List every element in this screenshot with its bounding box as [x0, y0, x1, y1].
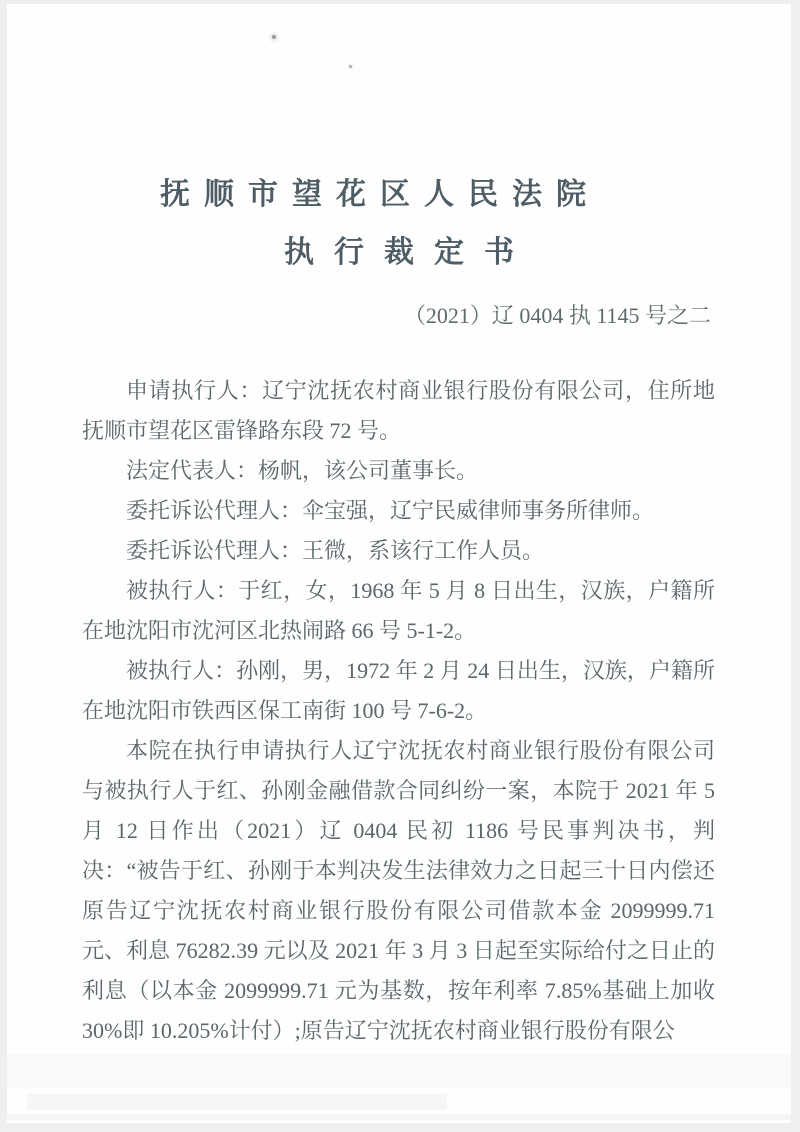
document-body — [7, 371, 791, 1051]
paragraph-attorney-2: 委托诉讼代理人：王微，系该行工作人员。 — [126, 538, 545, 563]
document-title: 执行裁定书 — [284, 236, 534, 269]
case-number: （2021）辽 0404 执 1145 号之二 — [403, 303, 711, 328]
paragraph-respondent-1: 被执行人：于红，女，1968 年 5 月 8 日出生，汉族，户籍所在地沈阳市沈河区北热闹路 66 号 5-1-2。 — [82, 578, 715, 643]
paragraph-case-background: 本院在执行申请执行人辽宁沈抚农村商业银行股份有限公司与被执行人于红、孙刚金融借款合同纠纷一案，本院于 2021 年 5 月 12 日作出（2021）辽 0404 民初 1186 号民事判决书，判决：“被告于红、孙刚于本判决发生法律效力之日起三十日内偿还原告辽宁沈抚农村商业银行股份有限公司借款本金 2099999.71 元、利息 76282.39 元以及 2021 年 3 月 3 日起至实际给付之日止的利息（以本金 2099999.71 元为基数，按年利率 7.85%基础上加收 30%即 10.205%计付）;原告辽宁沈抚农村商业银行股份有限公 — [82, 738, 715, 1043]
scan-smudge — [7, 1114, 791, 1120]
paragraph-legal-rep: 法定代表人：杨帆，该公司董事长。 — [126, 458, 479, 483]
scan-smudge — [27, 1094, 447, 1110]
scan-speck-icon — [349, 65, 352, 68]
court-name-heading: 抚顺市望花区人民法院 — [160, 178, 600, 211]
scan-speck-icon — [272, 35, 276, 39]
paragraph-applicant: 申请执行人：辽宁沈抚农村商业银行股份有限公司，住所地抚顺市望花区雷锋路东段 72 号。 — [82, 378, 715, 443]
scan-smudge — [7, 1054, 791, 1088]
paragraph-respondent-2: 被执行人：孙刚，男，1972 年 2 月 24 日出生，汉族，户籍所在地沈阳市铁西区保工南街 100 号 7-6-2。 — [82, 658, 715, 723]
paragraph-attorney-1: 委托诉讼代理人：伞宝强，辽宁民威律师事务所律师。 — [126, 498, 655, 523]
document-page — [7, 4, 791, 1123]
